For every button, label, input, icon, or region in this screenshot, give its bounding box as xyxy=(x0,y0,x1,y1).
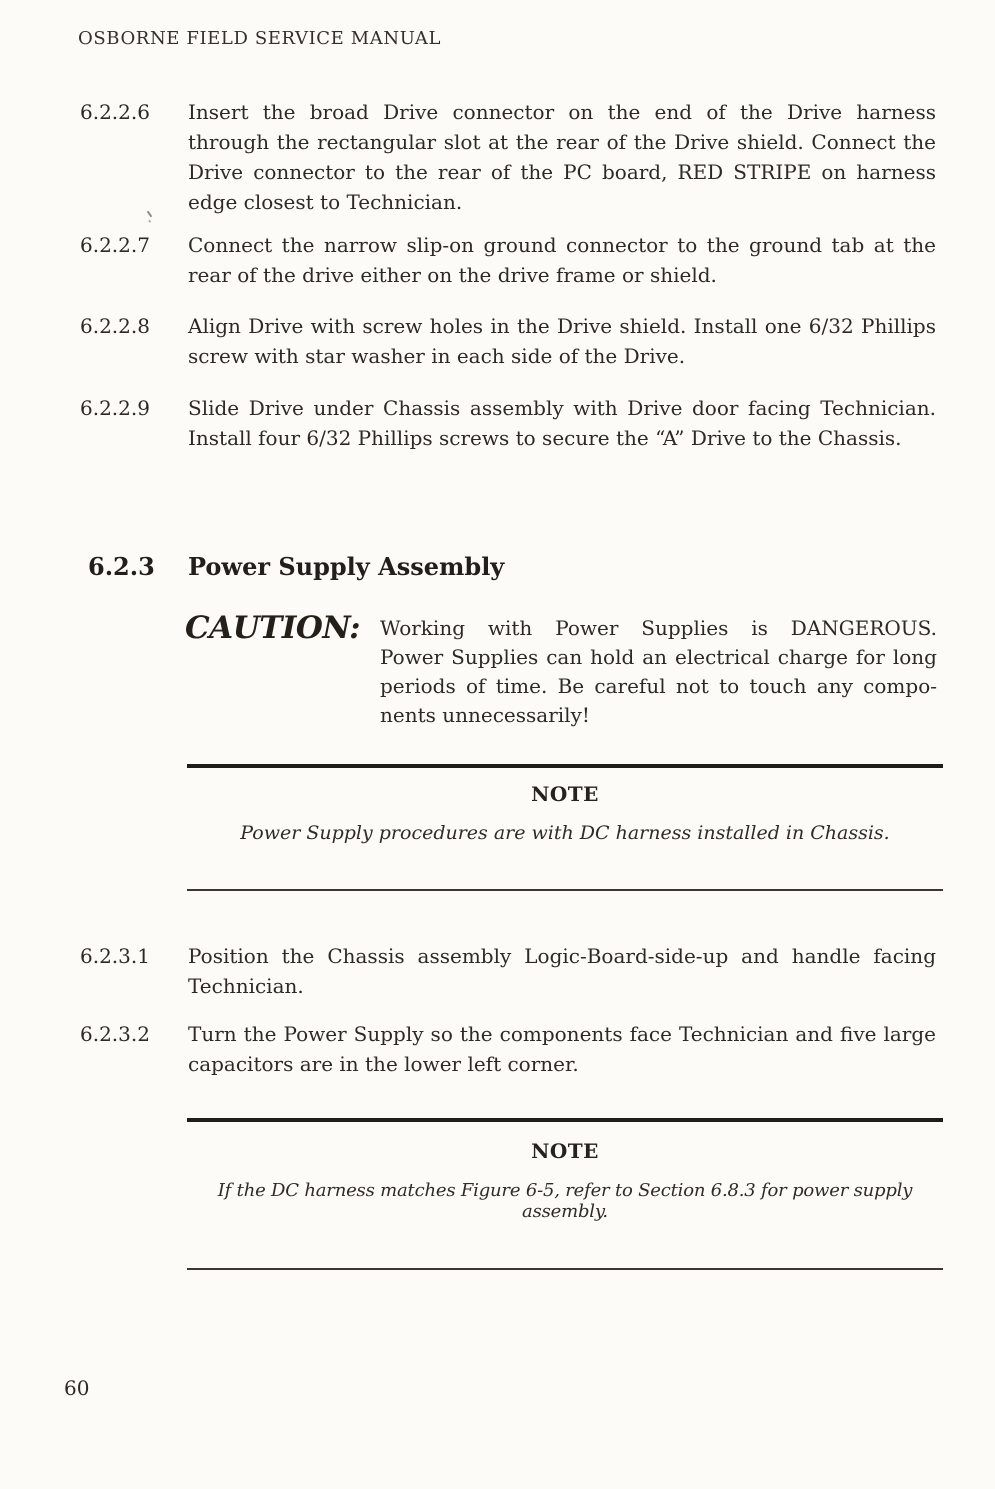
note1-top-rule xyxy=(187,764,943,768)
step-number: 6.2.3.1 xyxy=(80,944,150,968)
step-number: 6.2.2.6 xyxy=(80,100,150,124)
caution-label: CAUTION: xyxy=(185,610,361,646)
page-number: 60 xyxy=(64,1376,90,1400)
note2-label: NOTE xyxy=(531,1139,599,1163)
step-text: Insert the broad Drive connector on the end of the Drive harness through the rectangular slot at the rear of the Drive shield. Connect the Drive connector to the rear of the PC board, RED STRIPE on harness edge closest to Technician. xyxy=(188,100,936,214)
step-6-2-2-9 xyxy=(80,393,936,453)
note1-bottom-rule xyxy=(187,889,943,891)
note2-top-rule xyxy=(187,1118,943,1122)
step-6-2-2-6 xyxy=(80,97,936,217)
step-6-2-3-2 xyxy=(80,1019,936,1079)
step-number: 6.2.2.9 xyxy=(80,396,150,420)
note1-label: NOTE xyxy=(531,782,599,806)
page-header: OSBORNE FIELD SERVICE MANUAL xyxy=(78,28,442,49)
section-heading xyxy=(88,552,504,581)
caution-line: nents unnecessarily! xyxy=(380,703,590,727)
note2-text: If the DC harness matches Figure 6-5, refer to Section 6.8.3 for power supply assembly. xyxy=(217,1180,913,1222)
note2-bottom-rule xyxy=(187,1268,943,1270)
section-title: Power Supply Assembly xyxy=(188,552,505,581)
caution-line: Working with Power Supplies is DANGEROUS. xyxy=(380,616,937,640)
section-number: 6.2.3 xyxy=(88,552,155,581)
step-text: Connect the narrow slip-on ground connector to the ground tab at the rear of the drive either on the drive frame or shield. xyxy=(188,233,936,287)
step-number: 6.2.2.8 xyxy=(80,314,150,338)
step-text: Position the Chassis assembly Logic-Board-side-up and handle facing Technician. xyxy=(188,944,936,998)
step-number: 6.2.3.2 xyxy=(80,1022,150,1046)
caution-line: Power Supplies can hold an electrical charge for long xyxy=(380,645,937,669)
step-number: 6.2.2.7 xyxy=(80,233,150,257)
step-text: Align Drive with screw holes in the Drive shield. Install one 6/32 Phillips screw with star washer in each side of the Drive. xyxy=(188,314,936,368)
step-6-2-3-1 xyxy=(80,941,936,1001)
step-text: Slide Drive under Chassis assembly with Drive door facing Technician. Install four 6/32 Phillips screws to secure the “A” Drive to the Chassis. xyxy=(188,396,936,450)
caution-block xyxy=(185,608,937,730)
caution-text xyxy=(380,608,937,730)
step-6-2-2-7 xyxy=(80,230,936,290)
step-text: Turn the Power Supply so the components face Technician and five large capacitors are in the lower left corner. xyxy=(188,1022,936,1076)
caution-line: periods of time. Be careful not to touch any compo- xyxy=(380,674,937,698)
step-6-2-2-8 xyxy=(80,311,936,371)
note1-text: Power Supply procedures are with DC harness installed in Chassis. xyxy=(240,822,890,844)
